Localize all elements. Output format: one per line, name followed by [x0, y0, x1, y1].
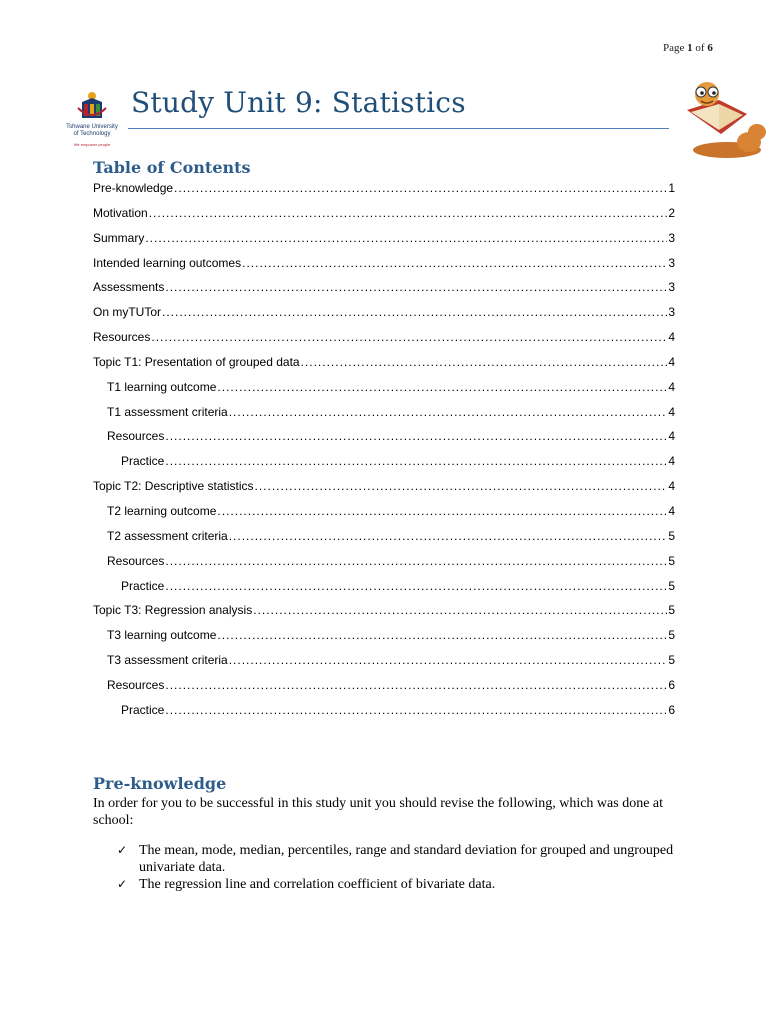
toc-entry-page: 4 — [668, 429, 675, 444]
toc-entry-title: T3 learning outcome — [107, 628, 217, 643]
toc-entry[interactable] — [93, 181, 675, 206]
toc-leader-dots — [253, 603, 667, 617]
toc-entry-page: 4 — [668, 479, 675, 494]
toc-leader-dots — [165, 678, 667, 692]
toc-entry-title: Practice — [121, 578, 165, 593]
pre-knowledge-item — [117, 876, 677, 893]
toc-entry-title: Summary — [93, 230, 145, 245]
toc-entry-title: Motivation — [93, 205, 148, 220]
toc-leader-dots — [145, 231, 667, 245]
toc-entry[interactable] — [93, 305, 675, 330]
toc-entry[interactable] — [93, 504, 675, 529]
table-of-contents — [93, 181, 675, 728]
toc-entry-page: 5 — [668, 628, 675, 643]
toc-entry-title: T2 learning outcome — [107, 503, 217, 518]
toc-entry-page: 4 — [668, 454, 675, 469]
toc-entry-page: 4 — [668, 503, 675, 518]
pre-knowledge-heading: Pre-knowledge — [93, 774, 227, 793]
logo-tagline: We empower people — [73, 142, 111, 147]
pre-knowledge-intro: In order for you to be successful in this study unit you should revise the following, which was done at school: — [93, 796, 664, 828]
toc-entry-page: 2 — [668, 205, 675, 220]
toc-entry-title: Resources — [107, 553, 165, 568]
toc-entry-page: 6 — [668, 677, 675, 692]
toc-leader-dots — [217, 504, 667, 518]
toc-entry[interactable] — [93, 454, 675, 479]
toc-entry-page: 6 — [668, 702, 675, 717]
toc-leader-dots — [217, 380, 667, 394]
toc-entry-page: 3 — [668, 255, 675, 270]
toc-entry[interactable] — [93, 678, 675, 703]
toc-leader-dots — [229, 529, 668, 543]
toc-leader-dots — [174, 181, 667, 195]
checkmark-icon: ✓ — [117, 843, 128, 857]
toc-leader-dots — [255, 479, 668, 493]
pre-knowledge-item-text: The mean, mode, median, percentiles, range and standard deviation for grouped and ungrouped univariate data. — [139, 843, 674, 875]
logo-name-line2: of Technology — [73, 131, 111, 137]
toc-leader-dots — [301, 355, 668, 369]
toc-entry-title: Intended learning outcomes — [93, 255, 242, 270]
toc-leader-dots — [162, 305, 667, 319]
toc-entry-page: 3 — [668, 280, 675, 295]
toc-entry-title: Topic T1: Presentation of grouped data — [93, 354, 300, 369]
toc-entry-page: 3 — [668, 305, 675, 320]
bookworm-mascot-icon — [677, 80, 767, 162]
toc-entry[interactable] — [93, 554, 675, 579]
toc-entry[interactable] — [93, 355, 675, 380]
toc-entry-title: Practice — [121, 454, 165, 469]
toc-leader-dots — [165, 280, 667, 294]
toc-entry[interactable] — [93, 529, 675, 554]
toc-entry[interactable] — [93, 703, 675, 728]
toc-entry-title: On myTUTor — [93, 305, 162, 320]
page-label: Page — [663, 42, 685, 54]
toc-leader-dots — [165, 579, 667, 593]
toc-entry[interactable] — [93, 330, 675, 355]
pre-knowledge-item-text: The regression line and correlation coefficient of bivariate data. — [139, 877, 496, 892]
toc-leader-dots — [165, 429, 667, 443]
toc-entry-title: Topic T3: Regression analysis — [93, 603, 253, 618]
toc-entry[interactable] — [93, 479, 675, 504]
logo-name-line1: Tshwane University — [66, 124, 118, 130]
toc-entry[interactable] — [93, 579, 675, 604]
page-title: Study Unit 9: Statistics — [131, 86, 466, 119]
title-underline — [128, 128, 669, 129]
toc-leader-dots — [217, 628, 667, 642]
toc-leader-dots — [229, 653, 668, 667]
checkmark-icon: ✓ — [117, 877, 128, 891]
toc-entry-page: 3 — [668, 230, 675, 245]
toc-entry-page: 4 — [668, 404, 675, 419]
toc-entry[interactable] — [93, 206, 675, 231]
toc-leader-dots — [149, 206, 668, 220]
toc-entry-page: 5 — [668, 528, 675, 543]
toc-entry-title: Assessments — [93, 280, 165, 295]
toc-entry[interactable] — [93, 405, 675, 430]
toc-entry[interactable] — [93, 280, 675, 305]
toc-entry-title: T2 assessment criteria — [107, 528, 228, 543]
toc-entry-page: 1 — [668, 181, 675, 195]
pre-knowledge-list — [117, 842, 677, 893]
toc-entry-title: Resources — [93, 330, 151, 345]
toc-entry-title: T1 learning outcome — [107, 379, 217, 394]
toc-entry[interactable] — [93, 628, 675, 653]
toc-entry-page: 5 — [668, 653, 675, 668]
toc-entry-page: 5 — [668, 553, 675, 568]
toc-entry[interactable] — [93, 256, 675, 281]
toc-leader-dots — [229, 405, 668, 419]
page-number — [663, 42, 713, 54]
tut-logo — [60, 88, 124, 152]
toc-entry-page: 4 — [668, 330, 675, 345]
toc-entry-title: Practice — [121, 702, 165, 717]
page-current: 1 — [687, 42, 693, 54]
toc-entry[interactable] — [93, 231, 675, 256]
toc-entry-title: Resources — [107, 429, 165, 444]
toc-entry-title: Pre-knowledge — [93, 181, 174, 195]
toc-leader-dots — [165, 703, 667, 717]
toc-entry[interactable] — [93, 653, 675, 678]
toc-leader-dots — [151, 330, 667, 344]
toc-entry-page: 4 — [668, 379, 675, 394]
toc-entry-title: T3 assessment criteria — [107, 653, 228, 668]
toc-entry[interactable] — [93, 603, 675, 628]
toc-entry-page: 4 — [668, 354, 675, 369]
toc-entry-title: Resources — [107, 677, 165, 692]
toc-entry[interactable] — [93, 429, 675, 454]
pre-knowledge-item — [117, 842, 677, 876]
toc-leader-dots — [242, 256, 667, 270]
toc-leader-dots — [165, 554, 667, 568]
toc-entry-title: Topic T2: Descriptive statistics — [93, 479, 254, 494]
toc-entry-page: 5 — [668, 603, 675, 618]
toc-entry-title: T1 assessment criteria — [107, 404, 228, 419]
toc-heading: Table of Contents — [93, 158, 251, 177]
toc-entry[interactable] — [93, 380, 675, 405]
page-of: of — [695, 42, 705, 54]
university-emblem-icon — [60, 88, 124, 122]
toc-leader-dots — [165, 454, 667, 468]
toc-entry-page: 5 — [668, 578, 675, 593]
page-total: 6 — [707, 42, 713, 54]
